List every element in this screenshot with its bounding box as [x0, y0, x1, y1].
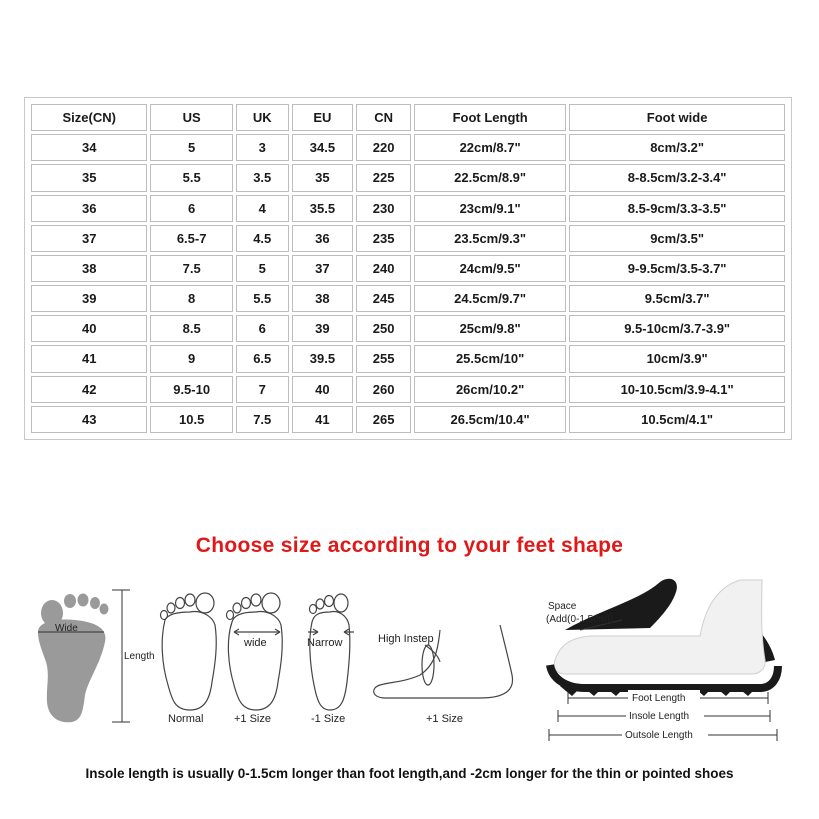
shoe-cutaway-icon — [550, 579, 778, 696]
table-cell: 36 — [31, 195, 147, 222]
table-cell: 8.5-9cm/3.3-3.5" — [569, 195, 785, 222]
table-cell: 35.5 — [292, 195, 354, 222]
column-header: US — [150, 104, 232, 131]
size-chart-body — [31, 104, 785, 433]
table-cell: 235 — [356, 225, 411, 252]
table-cell: 5.5 — [236, 285, 289, 312]
narrow-arrow-label: Narrow — [307, 637, 343, 649]
high-instep-caption: +1 Size — [426, 713, 463, 725]
table-cell: 4.5 — [236, 225, 289, 252]
table-cell: 8 — [150, 285, 232, 312]
table-cell: 6.5 — [236, 345, 289, 372]
table-cell: 7.5 — [236, 406, 289, 433]
table-cell: 10.5 — [150, 406, 232, 433]
table-cell: 6.5-7 — [150, 225, 232, 252]
table-cell: 26.5cm/10.4" — [414, 406, 566, 433]
footprint-icon — [38, 594, 109, 723]
table-row — [31, 285, 785, 312]
table-cell: 9.5cm/3.7" — [569, 285, 785, 312]
table-cell: 24cm/9.5" — [414, 255, 566, 282]
table-cell: 7.5 — [150, 255, 232, 282]
table-cell: 39 — [292, 315, 354, 342]
table-cell: 43 — [31, 406, 147, 433]
table-cell: 7 — [236, 376, 289, 403]
space-label: Space — [548, 601, 577, 612]
table-cell: 5.5 — [150, 164, 232, 191]
column-header: CN — [356, 104, 411, 131]
table-cell: 34.5 — [292, 134, 354, 161]
table-cell: 3 — [236, 134, 289, 161]
table-cell: 25cm/9.8" — [414, 315, 566, 342]
wide-caption: +1 Size — [234, 713, 271, 725]
table-cell: 8cm/3.2" — [569, 134, 785, 161]
table-cell: 23.5cm/9.3" — [414, 225, 566, 252]
insole-length-note: Insole length is usually 0-1.5cm longer than foot length,and -2cm longer for the thin or pointed shoes — [85, 766, 734, 781]
table-row — [31, 225, 785, 252]
table-cell: 36 — [292, 225, 354, 252]
table-cell: 5 — [150, 134, 232, 161]
table-cell: 255 — [356, 345, 411, 372]
table-cell: 10cm/3.9" — [569, 345, 785, 372]
foot-shape-graphics — [0, 570, 819, 760]
high-instep-label: High Instep — [378, 633, 434, 645]
table-cell: 230 — [356, 195, 411, 222]
table-cell: 23cm/9.1" — [414, 195, 566, 222]
table-cell: 3.5 — [236, 164, 289, 191]
table-cell: 9cm/3.5" — [569, 225, 785, 252]
table-cell: 42 — [31, 376, 147, 403]
table-cell: 6 — [150, 195, 232, 222]
table-cell: 37 — [31, 225, 147, 252]
table-row — [31, 134, 785, 161]
column-header: Foot wide — [569, 104, 785, 131]
table-cell: 8-8.5cm/3.2-3.4" — [569, 164, 785, 191]
column-header: EU — [292, 104, 354, 131]
table-cell: 38 — [292, 285, 354, 312]
table-cell: 250 — [356, 315, 411, 342]
table-cell: 22.5cm/8.9" — [414, 164, 566, 191]
table-cell: 240 — [356, 255, 411, 282]
table-cell: 10.5cm/4.1" — [569, 406, 785, 433]
table-row — [31, 376, 785, 403]
table-cell: 25.5cm/10" — [414, 345, 566, 372]
table-cell: 41 — [31, 345, 147, 372]
narrow-caption: -1 Size — [311, 713, 346, 725]
normal-caption: Normal — [168, 713, 204, 725]
table-cell: 24.5cm/9.7" — [414, 285, 566, 312]
footprint-length-label: Length — [124, 651, 155, 662]
normal-foot-icon — [161, 593, 217, 710]
table-cell: 9 — [150, 345, 232, 372]
table-cell: 40 — [31, 315, 147, 342]
table-row — [31, 345, 785, 372]
table-cell: 4 — [236, 195, 289, 222]
column-header: Foot Length — [414, 104, 566, 131]
table-cell: 5 — [236, 255, 289, 282]
table-cell: 39.5 — [292, 345, 354, 372]
table-header-row — [31, 104, 785, 131]
footprint-wide-label: Wide — [55, 623, 78, 634]
table-cell: 26cm/10.2" — [414, 376, 566, 403]
column-header: UK — [236, 104, 289, 131]
table-row — [31, 164, 785, 191]
table-cell: 40 — [292, 376, 354, 403]
table-cell: 245 — [356, 285, 411, 312]
foot-shape-illustrations — [0, 570, 819, 760]
table-cell: 6 — [236, 315, 289, 342]
table-cell: 37 — [292, 255, 354, 282]
outsole-length-label: Outsole Length — [625, 730, 693, 741]
table-row — [31, 195, 785, 222]
table-cell: 9.5-10 — [150, 376, 232, 403]
table-cell: 35 — [31, 164, 147, 191]
table-cell: 225 — [356, 164, 411, 191]
wide-foot-icon — [227, 593, 283, 710]
column-header: Size(CN) — [31, 104, 147, 131]
table-cell: 34 — [31, 134, 147, 161]
foot-length-label: Foot Length — [632, 693, 686, 704]
table-row — [31, 255, 785, 282]
space-add-label: (Add(0-1.5cm)) — [546, 614, 614, 625]
wide-arrow-label: wide — [244, 637, 267, 649]
size-chart-table — [24, 97, 792, 440]
table-cell: 260 — [356, 376, 411, 403]
table-cell: 41 — [292, 406, 354, 433]
headline: Choose size according to your feet shape — [195, 534, 624, 557]
table-cell: 8.5 — [150, 315, 232, 342]
table-cell: 220 — [356, 134, 411, 161]
table-row — [31, 406, 785, 433]
table-cell: 39 — [31, 285, 147, 312]
narrow-foot-icon — [308, 594, 354, 710]
table-cell: 10-10.5cm/3.9-4.1" — [569, 376, 785, 403]
table-cell: 35 — [292, 164, 354, 191]
table-cell: 38 — [31, 255, 147, 282]
table-row — [31, 315, 785, 342]
table-cell: 9.5-10cm/3.7-3.9" — [569, 315, 785, 342]
table-cell: 9-9.5cm/3.5-3.7" — [569, 255, 785, 282]
table-cell: 22cm/8.7" — [414, 134, 566, 161]
table-cell: 265 — [356, 406, 411, 433]
insole-length-label: Insole Length — [629, 711, 690, 722]
